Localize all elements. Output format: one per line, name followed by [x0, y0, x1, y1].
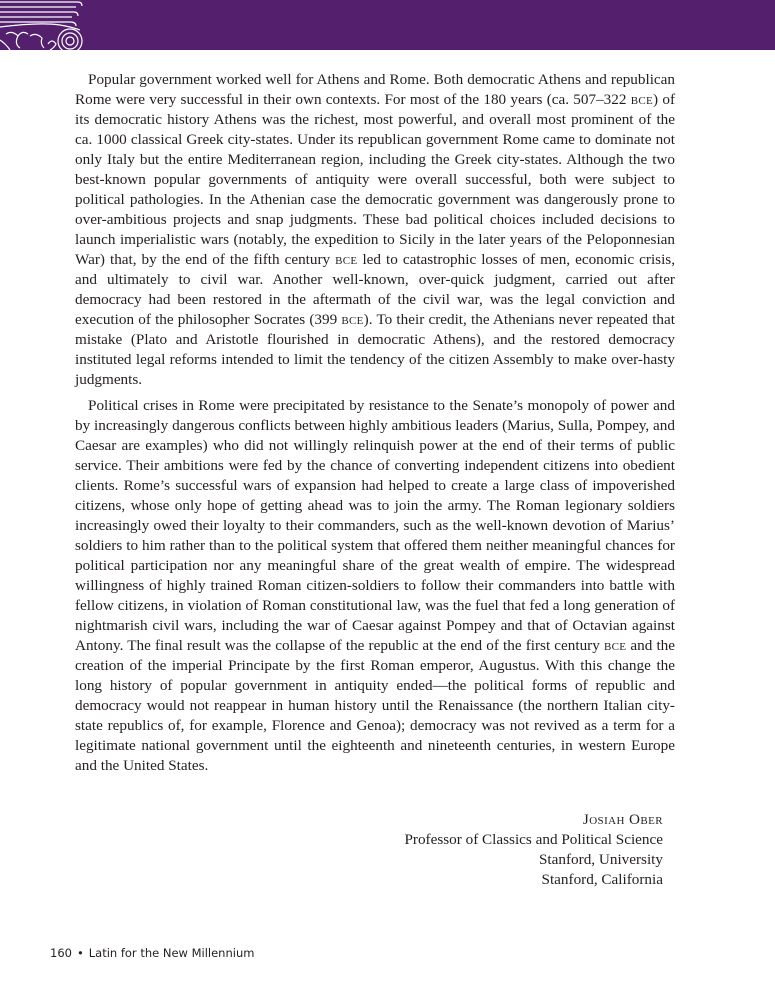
era-abbrev: bce [630, 91, 654, 108]
era-abbrev: bce [335, 251, 358, 268]
text-segment: led to catastrophic losses of men, economic crisis, and ultimately to civil war. Another well-known, over-quick judgment, carried out after democracy had been restored in the aftermath of the civil war, was the legal conviction and execution of the philosopher Socrates (399 [75, 251, 676, 328]
era-abbrev: bce [341, 311, 364, 328]
author-location: Stanford, California [541, 871, 663, 888]
header-band [0, 0, 775, 50]
author-signature [404, 810, 663, 890]
text-segment: and the creation of the imperial Principate by the first Roman emperor, Augustus. With this change the long history of popular government in antiquity ended—the political forms of republic and democracy would not reappear in human history until the Renaissance (the northern Italian city-state republics of, for example, Florence and Genoa); democracy was not revived as a term for a legitimate national government until the eighteenth and nineteenth centuries, in western Europe and the United States. [75, 637, 675, 774]
page-footer [50, 946, 254, 960]
text-segment: ) of its democratic history Athens was the richest, most powerful, and overall most prominent of the ca. 1000 classical Greek city-states. Under its republican government Rome came to dominate not only Italy but the entire Mediterranean region, including the Greek city-states. Although the two best-known popular governments of antiquity were overall successful, both were subject to political pathologies. In the Athenian case the democratic government was dangerously prone to over-ambitious projects and snap judgments. These bad political choices included decisions to launch imperialistic wars (notably, the expedition to Sicily in the later years of the Peloponnesian War) that, by the end of the fifth century [75, 91, 676, 268]
text-segment: ). To their credit, the Athenians never repeated that mistake (Plato and Aristotle flourished in democratic Athens), and the restored democracy instituted legal reforms intended to limit the tendency of the citizen Assembly to make over-hasty judgments. [75, 311, 675, 388]
author-institution: Stanford, University [538, 851, 663, 868]
book-title: Latin for the New Millennium [88, 946, 255, 960]
ionic-capital-icon [0, 0, 90, 50]
paragraph-1 [75, 70, 675, 390]
author-title: Professor of Classics and Political Science [404, 831, 663, 848]
text-segment: Popular government worked well for Athens and Rome. Both democratic Athens and republican Rome were very successful in their own contexts. For most of the 180 years (ca. 507–322 [75, 71, 675, 108]
era-abbrev: bce [603, 637, 627, 654]
author-name: Josiah Ober [582, 811, 663, 828]
paragraph-2 [75, 396, 675, 776]
text-segment: Political crises in Rome were precipitated by resistance to the Senate’s monopoly of power and by increasingly dangerous conflicts between highly ambitious leaders (Marius, Sulla, Pompey, and Caesar are examples) who did not willingly relinquish power at the end of their terms of public service. Their ambitions were fed by the chance of converting independent citizens into obedient clients. Rome’s successful wars of expansion had helped to create a large class of impoverished citizens, whose only hope of getting ahead was to join the army. The Roman legionary soldiers increasingly owed their loyalty to their commanders, such as the well-known devotion of Marius’ soldiers to him rather than to the political system that offered them neither meaningful chances for political participation nor any meaningful share of the great wealth of empire. The widespread willingness of highly trained Roman citizen-soldiers to follow their commanders into battle with fellow citizens, in violation of Roman constitutional law, was the fuel that fed a long generation of nightmarish civil wars, including the war of Caesar against Pompey and that of Octavian against Antony. The final result was the collapse of the republic at the end of the first century [75, 397, 675, 654]
page-number: 160 [50, 946, 72, 960]
bullet-separator: • [76, 946, 84, 960]
main-text [75, 70, 675, 782]
